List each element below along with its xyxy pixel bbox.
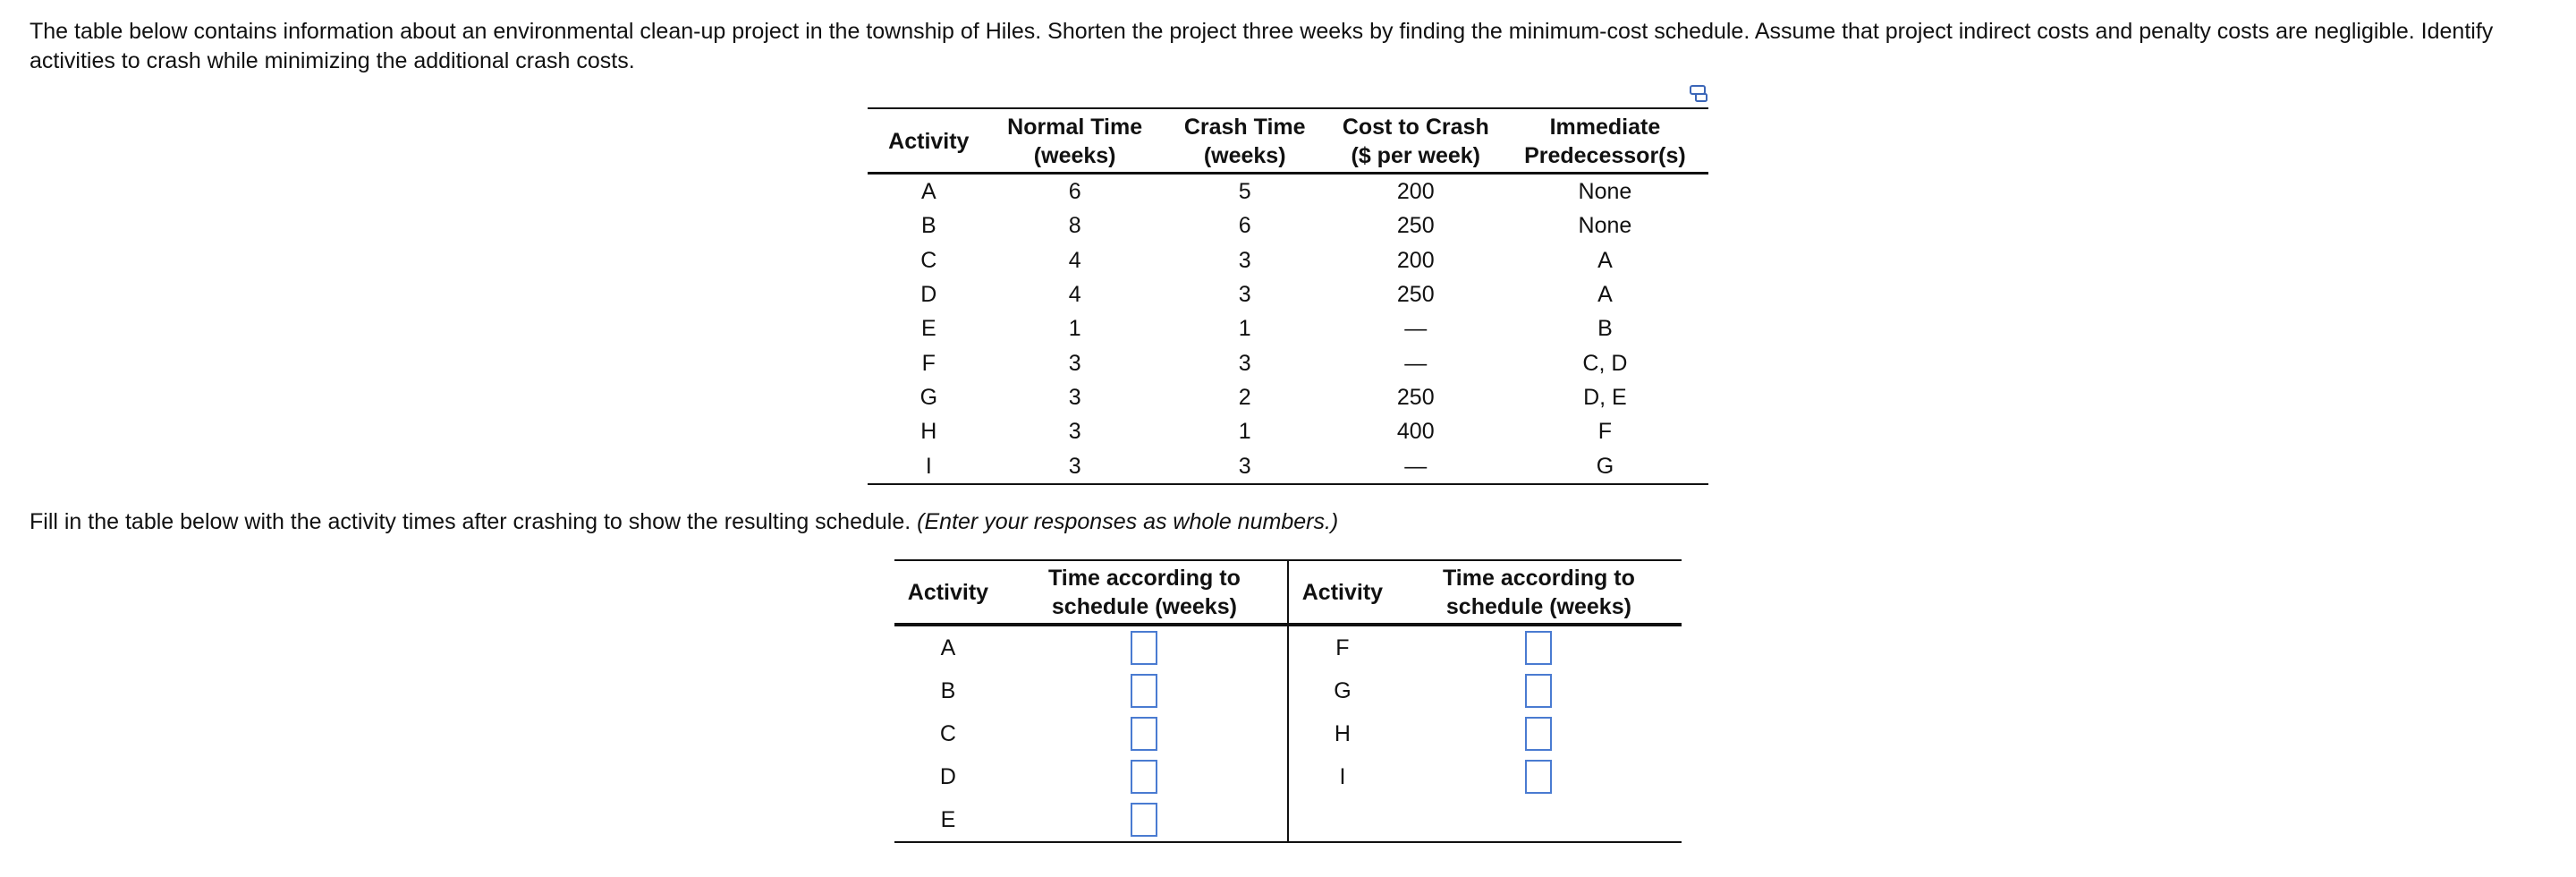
cell-cost: 400	[1396, 419, 1435, 445]
copy-icon[interactable]	[1689, 83, 1710, 105]
cell-normal-time: 3	[990, 448, 1160, 483]
cell-activity: C	[920, 247, 937, 273]
cell-activity: B	[920, 213, 936, 239]
answer-activity-label: D	[939, 763, 956, 789]
answer-row	[894, 712, 1682, 755]
cell-normal-time: 8	[1068, 213, 1081, 239]
cell-activity: A	[920, 179, 936, 205]
cell-normal-time: 3	[1068, 384, 1081, 410]
answer-activity-label: I	[1339, 763, 1346, 789]
answer-row	[894, 798, 1682, 842]
answer-cell	[1002, 625, 1288, 669]
cell-activity: F	[921, 350, 936, 376]
answer-input-i[interactable]	[1525, 760, 1552, 794]
cell-predecessors: D, E	[1583, 384, 1627, 410]
cell-cost: 200	[1396, 179, 1435, 205]
cell-cost: —	[1404, 316, 1428, 342]
table-header-row	[868, 108, 1708, 174]
table-row	[868, 380, 1708, 414]
cell-crash-time: 1	[1238, 316, 1251, 342]
cell-activity: G	[919, 384, 938, 410]
table-row	[868, 448, 1708, 483]
table-row	[868, 414, 1708, 448]
table-row	[868, 345, 1708, 379]
cell-cost: 250	[1396, 213, 1435, 239]
table-row	[868, 209, 1708, 243]
answer-input-f[interactable]	[1525, 631, 1552, 665]
table-row	[868, 174, 1708, 209]
cell-predecessors: A	[1597, 282, 1613, 308]
cell-predecessors: C, D	[1582, 350, 1628, 376]
answer-table	[894, 559, 1682, 843]
answer-input-a[interactable]	[1131, 631, 1157, 665]
answer-row	[894, 625, 1682, 669]
header-cost-to-crash: Cost to Crash ($ per week)	[1330, 108, 1502, 174]
answer-header-time-right: Time according to schedule (weeks)	[1396, 560, 1682, 625]
answer-row	[894, 669, 1682, 712]
answer-activity-label: G	[1334, 677, 1352, 703]
cell-predecessors: G	[1502, 448, 1708, 483]
cell-normal-time: 3	[1068, 350, 1081, 376]
cell-crash-time: 6	[1238, 213, 1251, 239]
answer-activity-label: B	[940, 677, 956, 703]
answer-header-activity-left: Activity	[894, 560, 1002, 625]
answer-cell	[1002, 798, 1288, 842]
answer-activity-label: E	[894, 798, 1002, 842]
cell-normal-time: 3	[1068, 419, 1081, 445]
table-row	[868, 311, 1708, 345]
answer-input-g[interactable]	[1525, 674, 1552, 708]
table-row	[868, 243, 1708, 277]
answer-cell	[1002, 669, 1288, 712]
answer-header-row	[894, 560, 1682, 625]
answer-activity-label: C	[939, 720, 956, 746]
cell-cost: —	[1330, 448, 1502, 483]
cell-activity: I	[868, 448, 990, 483]
cell-predecessors: None	[1578, 179, 1632, 205]
answer-cell-empty	[1396, 798, 1682, 842]
cell-cost: —	[1404, 350, 1428, 376]
activity-data-table	[868, 107, 1708, 485]
cell-crash-time: 3	[1238, 247, 1251, 273]
answer-activity-label: F	[1335, 634, 1350, 660]
answer-cell	[1396, 625, 1682, 669]
table-row	[868, 277, 1708, 311]
answer-activity-label: A	[940, 634, 956, 660]
answer-input-h[interactable]	[1525, 717, 1552, 751]
answer-input-d[interactable]	[1131, 760, 1157, 794]
cell-predecessors: A	[1597, 247, 1613, 273]
cell-crash-time: 3	[1238, 282, 1251, 308]
cell-crash-time: 3	[1238, 350, 1251, 376]
answer-cell	[1002, 712, 1288, 755]
header-predecessors: Immediate Predecessor(s)	[1502, 108, 1708, 174]
header-activity: Activity	[868, 108, 990, 174]
answer-row	[894, 755, 1682, 798]
instruction-text	[30, 507, 1338, 536]
answer-cell	[1396, 712, 1682, 755]
answer-input-b[interactable]	[1131, 674, 1157, 708]
answer-cell	[1396, 755, 1682, 798]
instruction-hint: (Enter your responses as whole numbers.)	[917, 509, 1339, 534]
cell-normal-time: 1	[1068, 316, 1081, 342]
instruction-main: Fill in the table below with the activity times after crashing to show the resulting schedule.	[30, 509, 911, 534]
cell-cost: 250	[1396, 282, 1435, 308]
cell-activity: E	[920, 316, 936, 342]
cell-cost: 200	[1396, 247, 1435, 273]
cell-activity: D	[920, 282, 937, 308]
cell-normal-time: 4	[1068, 247, 1081, 273]
cell-normal-time: 6	[1068, 179, 1081, 205]
cell-predecessors: B	[1597, 316, 1613, 342]
answer-input-e[interactable]	[1131, 803, 1157, 837]
cell-cost: 250	[1396, 384, 1435, 410]
cell-crash-time: 2	[1238, 384, 1251, 410]
cell-crash-time: 1	[1238, 419, 1251, 445]
cell-activity: H	[920, 419, 937, 445]
answer-activity-label	[1288, 798, 1396, 842]
header-normal-time: Normal Time (weeks)	[990, 108, 1160, 174]
header-crash-time: Crash Time (weeks)	[1160, 108, 1330, 174]
cell-crash-time: 3	[1160, 448, 1330, 483]
answer-input-c[interactable]	[1131, 717, 1157, 751]
answer-cell	[1002, 755, 1288, 798]
cell-crash-time: 5	[1238, 179, 1251, 205]
cell-predecessors: F	[1597, 419, 1613, 445]
problem-intro: The table below contains information about an environmental clean-up project in the township of Hiles. Shorten the project three weeks by finding the minimum-cost schedule. Assume that project indirect costs and penalty costs are negligible. Identify activities to crash while minimizing the additional crash costs.	[30, 19, 2494, 73]
answer-header-time-left: Time according to schedule (weeks)	[1002, 560, 1288, 625]
answer-cell	[1396, 669, 1682, 712]
answer-activity-label: H	[1334, 720, 1351, 746]
answer-header-activity-right: Activity	[1288, 560, 1396, 625]
cell-predecessors: None	[1578, 213, 1632, 239]
cell-normal-time: 4	[1068, 282, 1081, 308]
